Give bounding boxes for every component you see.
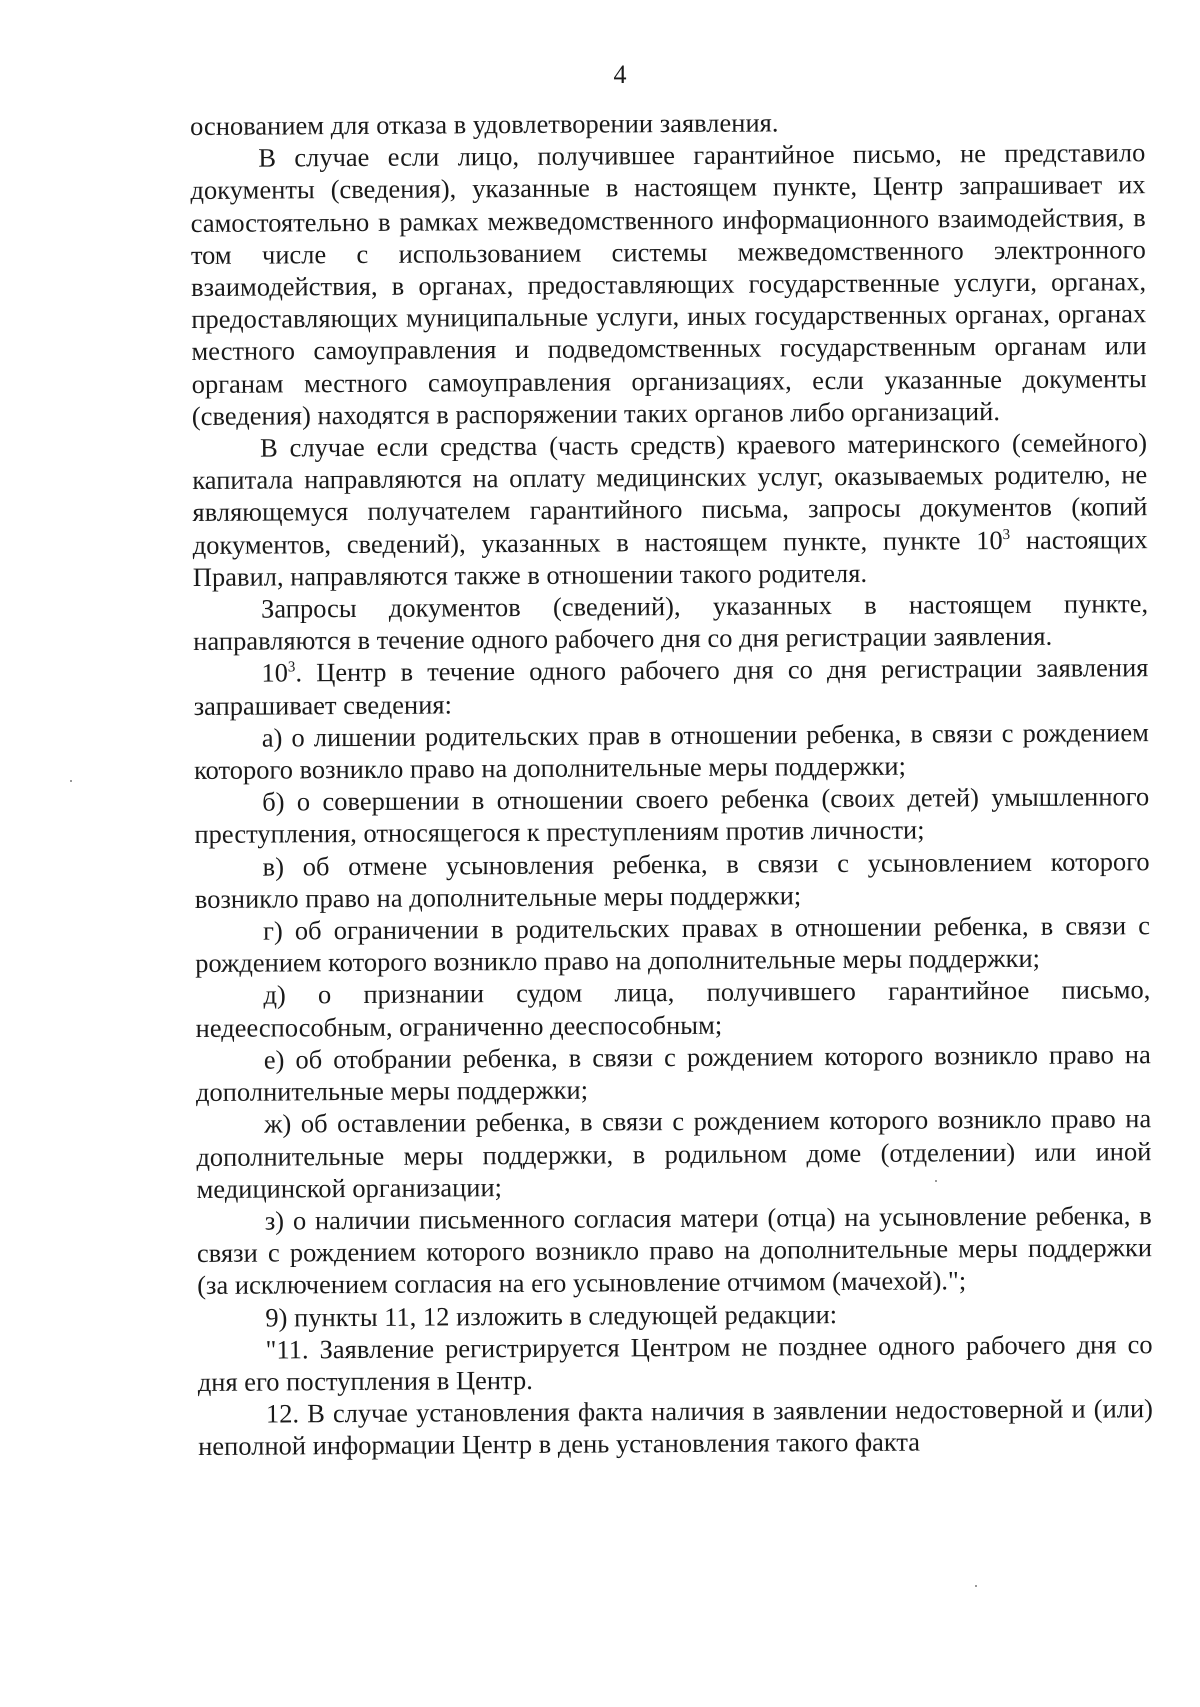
list-item-a: а) о лишении родительских прав в отношении ребенка, в связи с рождением которого возникло право на дополнительные меры поддержки; (193, 717, 1149, 786)
paragraph-text: . Центр в течение одного рабочего дня со дня регистрации заявления запрашивает сведения: (193, 652, 1149, 721)
clause-number: 10 (261, 657, 289, 689)
superscript: 3 (287, 659, 296, 676)
list-item-zh: ж) об оставлении ребенка, в связи с рождением которого возникло право на дополнительные меры поддержки, в родильном доме (отделении) или иной медицинской организации; (196, 1103, 1152, 1204)
paragraph-clause-12: 12. В случае установления факта наличия в заявлении недостоверной и (или) неполной информации Центр в день установления такого факта (198, 1393, 1154, 1462)
paragraph-clause-11: "11. Заявление регистрируется Центром не позднее одного рабочего дня со дня его поступления в Центр. (197, 1328, 1153, 1397)
page-number: 4 (613, 60, 627, 89)
paragraph-request-timing: Запросы документов (сведений), указанных в настоящем пункте, направляются в течение одного рабочего дня со дня регистрации заявления. (193, 588, 1149, 657)
list-item-v: в) об отмене усыновления ребенка, в связи с усыновлением которого возникло право на дополнительные меры поддержки; (194, 845, 1150, 914)
paragraph-continuation: основанием для отказа в удовлетворении заявления. (190, 107, 779, 141)
document-body (190, 104, 1153, 1462)
paragraph-other-parent (192, 426, 1148, 593)
superscript: 3 (1002, 526, 1011, 543)
paragraph-text: настоящих Правил, направляются также в отношении такого родителя. (192, 523, 1148, 592)
paragraph-text: В случае если средства (часть средств) краевого материнского (семейного) капитала направляются на оплату медицинских услуг, оказываемых родителю, не являющемуся получателем гарантийного письма, запросы документов (копий документов, сведений), указанных в настоящем пункте, пункте 10 (192, 427, 1148, 560)
list-item-b: б) о совершении в отношении своего ребенка (своих детей) умышленного преступления, относящегося к преступлениям против личности; (194, 781, 1150, 850)
scan-speck (975, 1585, 977, 1587)
list-item-e: е) об отобрании ребенка, в связи с рождением которого возникло право на дополнительные меры поддержки; (195, 1039, 1151, 1108)
list-item-g: г) об ограничении в родительских правах в отношении ребенка, в связи с рождением которого возникло право на дополнительные меры поддержки; (195, 910, 1151, 979)
paragraph-documents-request: В случае если лицо, получившее гарантийное письмо, не представило документы (сведения), указанные в настоящем пункте, Центр запрашивает их самостоятельно в рамках межведомственного информационного взаимодействия, в том числе с использованием системы межведомственного электронного взаимодействия, в органах, предоставляющих государственные услуги, органах, предоставляющих муниципальные услуги, иных государственных органах, органах местного самоуправления и подведомственных государственным органам или органам местного самоуправления организациях, если указанные документы (сведения) находятся в распоряжении таких органов либо организаций. (190, 137, 1147, 431)
paragraph-amendment-9: 9) пункты 11, 12 изложить в следующей редакции: (265, 1298, 838, 1333)
paragraph-clause-10-3 (193, 652, 1148, 722)
scan-speck (935, 1180, 937, 1182)
list-item-d: д) о признании судом лица, получившего гарантийное письмо, недееспособным, ограниченно дееспособным; (195, 974, 1151, 1043)
list-item-z: з) о наличии письменного согласия матери (отца) на усыновление ребенка, в связи с рождением которого возникло право на дополнительные меры поддержки (за исключением согласия на его усыновление отчимом (мачехой)."; (196, 1200, 1153, 1301)
scan-speck (70, 780, 72, 782)
